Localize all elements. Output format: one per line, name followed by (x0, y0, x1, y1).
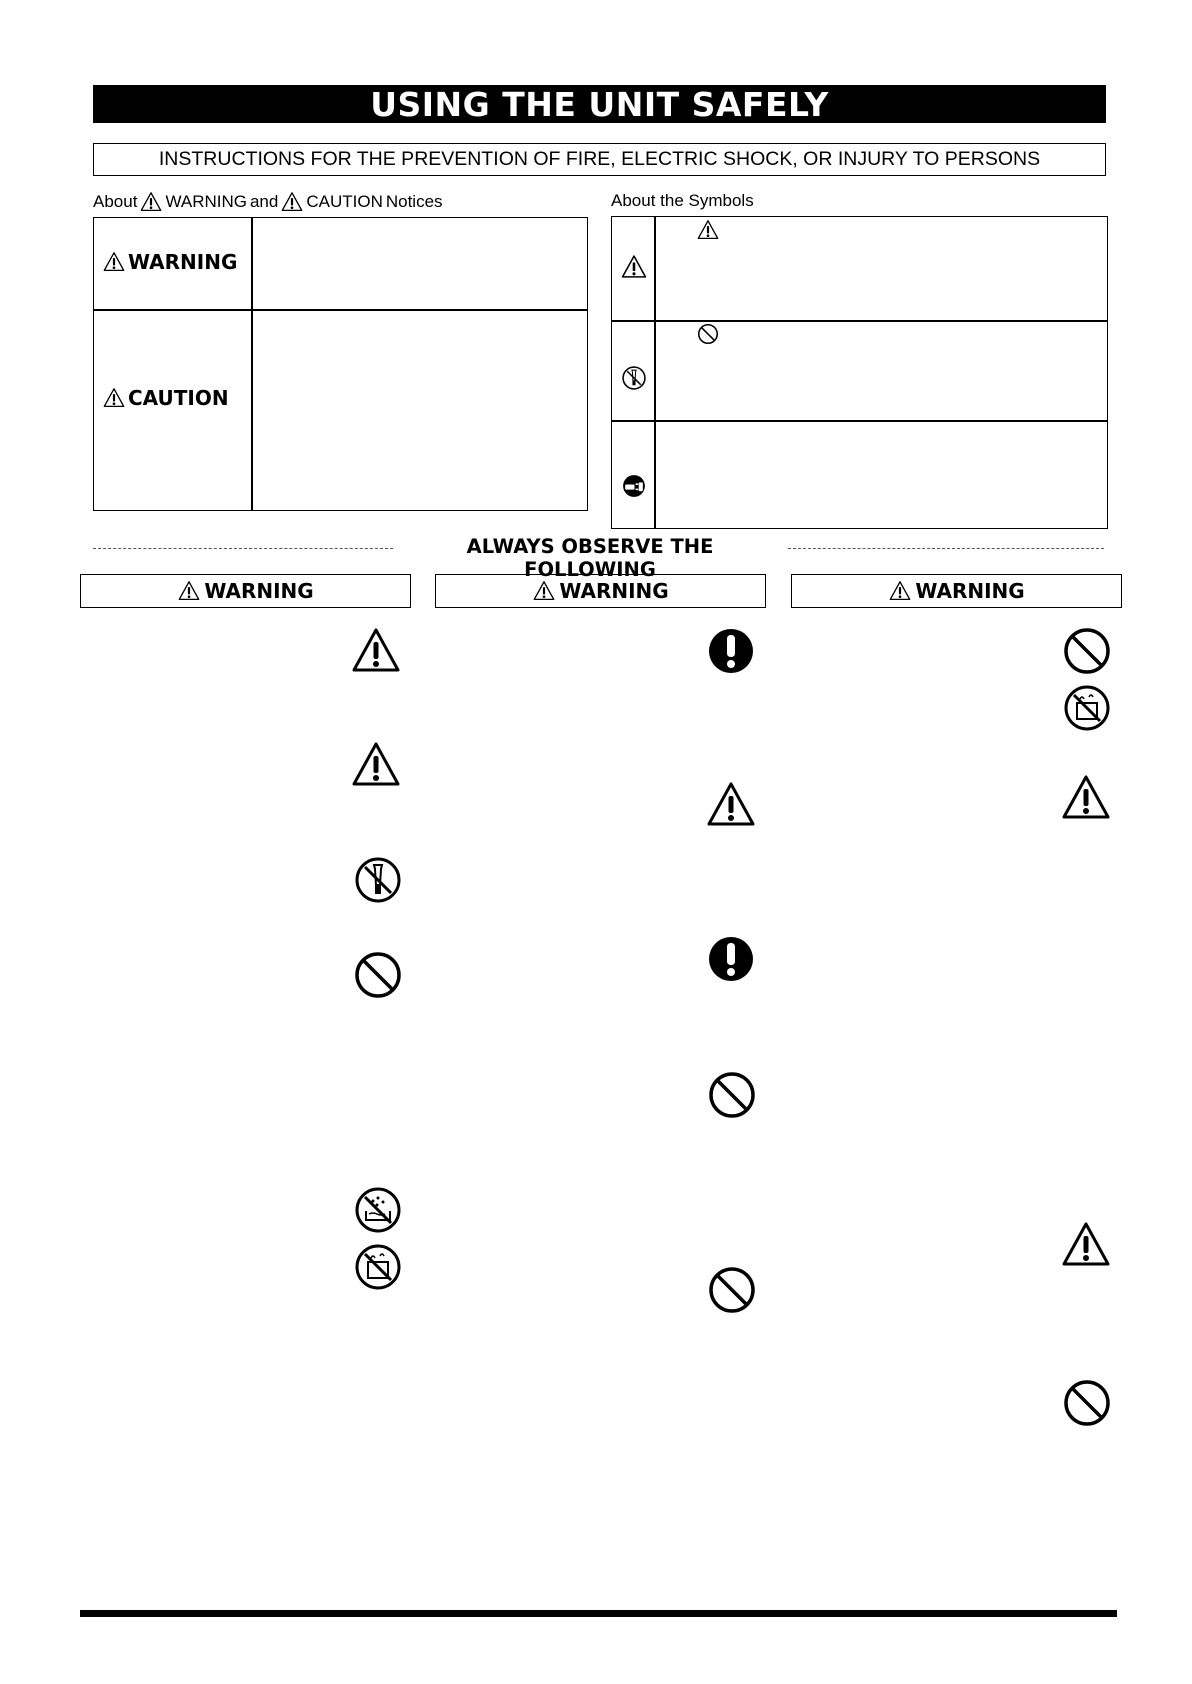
unplug-icon (621, 473, 647, 499)
do-not-disassemble-icon (621, 365, 647, 391)
symbols-label: About the Symbols (611, 191, 754, 210)
notices-section-label (93, 191, 443, 213)
prohibited-icon (697, 323, 719, 345)
always-observe-heading: ALWAYS OBSERVE THE FOLLOWING (400, 535, 780, 581)
column-header-label: WARNING (204, 579, 314, 603)
caution-triangle-icon (140, 191, 162, 213)
footer-rule (80, 1610, 1117, 1617)
caution-triangle-icon (706, 780, 756, 830)
symbols-section-label (611, 191, 754, 211)
caution-triangle-icon (532, 580, 556, 602)
do-not-disassemble-icon (353, 855, 403, 905)
notice-row-caution (102, 386, 229, 410)
caution-triangle-icon (102, 251, 126, 273)
no-water-icon (353, 1185, 403, 1235)
column-header-label: WARNING (559, 579, 669, 603)
notices-label-notices: Notices (385, 192, 443, 211)
caution-triangle-icon (351, 740, 401, 790)
notices-label-and: and (249, 192, 279, 211)
caution-triangle-icon (1061, 1220, 1111, 1270)
column-header-label: WARNING (915, 579, 1025, 603)
caution-triangle-icon (1061, 773, 1111, 823)
divider-right (788, 548, 1104, 549)
mandatory-action-icon (706, 626, 756, 676)
column-2-header (435, 574, 766, 608)
page-subtitle: INSTRUCTIONS FOR THE PREVENTION OF FIRE, ELECTRIC SHOCK, OR INJURY TO PERSONS (93, 143, 1106, 176)
notices-label-caution: CAUTION (306, 192, 383, 211)
prohibited-icon (707, 1070, 757, 1120)
column-1-header (80, 574, 411, 608)
prohibited-icon (1062, 626, 1112, 676)
no-liquid-icon (1062, 683, 1112, 733)
mandatory-action-icon (706, 934, 756, 984)
notice-row-warning (102, 250, 237, 274)
page-title: USING THE UNIT SAFELY (93, 85, 1106, 123)
prohibited-icon (353, 950, 403, 1000)
caution-triangle-icon (102, 387, 126, 409)
caution-triangle-icon (888, 580, 912, 602)
caution-triangle-icon (177, 580, 201, 602)
notices-table (93, 217, 588, 511)
caution-triangle-icon (281, 191, 303, 213)
notice-row-label: CAUTION (128, 386, 229, 410)
notice-row-label: WARNING (128, 250, 238, 274)
no-liquid-icon (353, 1242, 403, 1292)
prohibited-icon (707, 1265, 757, 1315)
column-3-header (791, 574, 1122, 608)
divider-left (93, 548, 393, 549)
caution-triangle-icon (351, 626, 401, 676)
caution-triangle-icon (621, 254, 647, 280)
caution-triangle-icon (697, 219, 719, 241)
symbols-table (611, 216, 1108, 529)
notices-label-warning: WARNING (165, 192, 247, 211)
prohibited-icon (1062, 1378, 1112, 1428)
notices-label-about: About (93, 192, 138, 211)
